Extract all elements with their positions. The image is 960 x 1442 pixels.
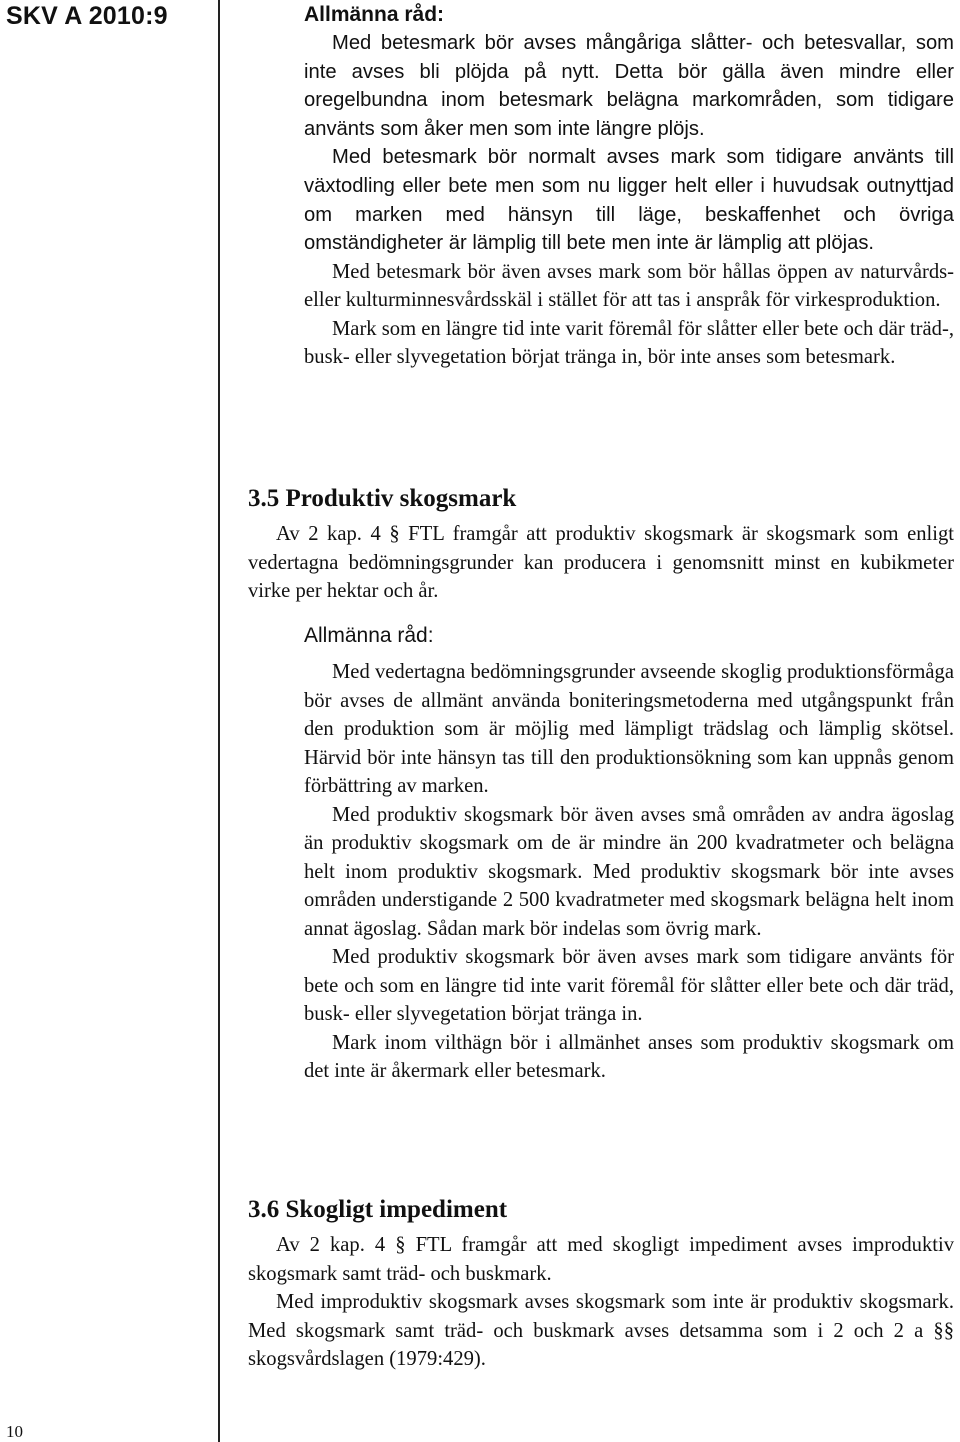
document-id: SKV A 2010:9	[6, 2, 168, 30]
advice-paragraph: Med betesmark bör normalt avses mark som tidigare använts till växtodling eller bete men som nu ligger helt eller i huvudsak outnyttjad om marken med hänsyn till läge, beskaffenhet och övriga omständigheter är lämplig till bete men inte är lämplig att plöjas.	[304, 146, 954, 255]
section-3-6	[248, 1195, 954, 1374]
page-number: 10	[6, 1422, 23, 1441]
advice-heading: Allmänna råd:	[304, 624, 434, 647]
section-heading: 3.6 Skogligt impediment	[248, 1196, 508, 1223]
margin-rule	[218, 0, 220, 1442]
advice-paragraph: Med betesmark bör även avses mark som bör hållas öppen av naturvårds- eller kulturminnesvårdsskäl i stället för att tas i anspråk för virkesproduktion.	[304, 260, 954, 312]
advice-paragraph: Med produktiv skogsmark bör även avses mark som tidigare använts för bete och som en längre tid inte varit föremål för slåtter eller bete och där träd, busk- eller slyvegetation börjat tränga in.	[304, 946, 954, 1025]
body-paragraph: Med improduktiv skogsmark avses skogsmark som inte är produktiv skogsmark. Med skogsmark samt träd- och buskmark avses detsamma som i 2 och 2 a §§ skogsvårdslagen (1979:429).	[248, 1291, 954, 1370]
section-heading: 3.5 Produktiv skogsmark	[248, 485, 517, 512]
advice-heading: Allmänna råd:	[304, 3, 445, 26]
advice-paragraph: Mark som en längre tid inte varit föremål för slåtter eller bete och där träd-, busk- eller slyvegetation börjat tränga in, bör inte anses som betesmark.	[304, 317, 954, 369]
advice-paragraph: Mark inom vilthägn bör i allmänhet anses som produktiv skogsmark om det inte är åkermark eller betesmark.	[304, 1031, 954, 1082]
advice-paragraph: Med produktiv skogsmark bör även avses små områden av andra ägoslag än produktiv skogsmark om de är mindre än 200 kvadratmeter och belägna helt inom produktiv skogsmark. Med produktiv skogsmark bör inte avses områden understigande 2 500 kvadratmeter med skogsmark belägna helt inom annat ägoslag. Sådan mark bör indelas som övrig mark.	[304, 803, 954, 940]
body-paragraph: Av 2 kap. 4 § FTL framgår att produktiv skogsmark är skogsmark som enligt vedertagna bedömningsgrunder kan producera i genomsnitt minst en kubikmeter virke per hektar och år.	[248, 523, 954, 602]
advice-paragraph: Med vedertagna bedömningsgrunder avseende skoglig produktionsförmåga bör avses de allmänt använda boniteringsmetoderna med utgångspunkt från den produktion som är möjlig med lämpligt trädslag och lämplig skötsel. Härvid bör inte hänsyn tas till den produktionsökning som kan uppnås genom förbättring av marken.	[304, 661, 954, 797]
advice-paragraph: Med betesmark bör avses mångåriga slåtter- och betesvallar, som inte avses bli plöjda på nytt. Detta bör gälla även mindre eller oregelbundna inom betesmark belägna markområden, som tidigare använts som åker men som inte längre plöjs.	[304, 32, 954, 140]
section-3-5	[248, 484, 954, 606]
general-advice-block-1	[304, 2, 954, 372]
body-paragraph: Av 2 kap. 4 § FTL framgår att med skogligt impediment avses improduktiv skogsmark samt träd- och buskmark.	[248, 1234, 954, 1285]
general-advice-block-2	[304, 622, 954, 1086]
